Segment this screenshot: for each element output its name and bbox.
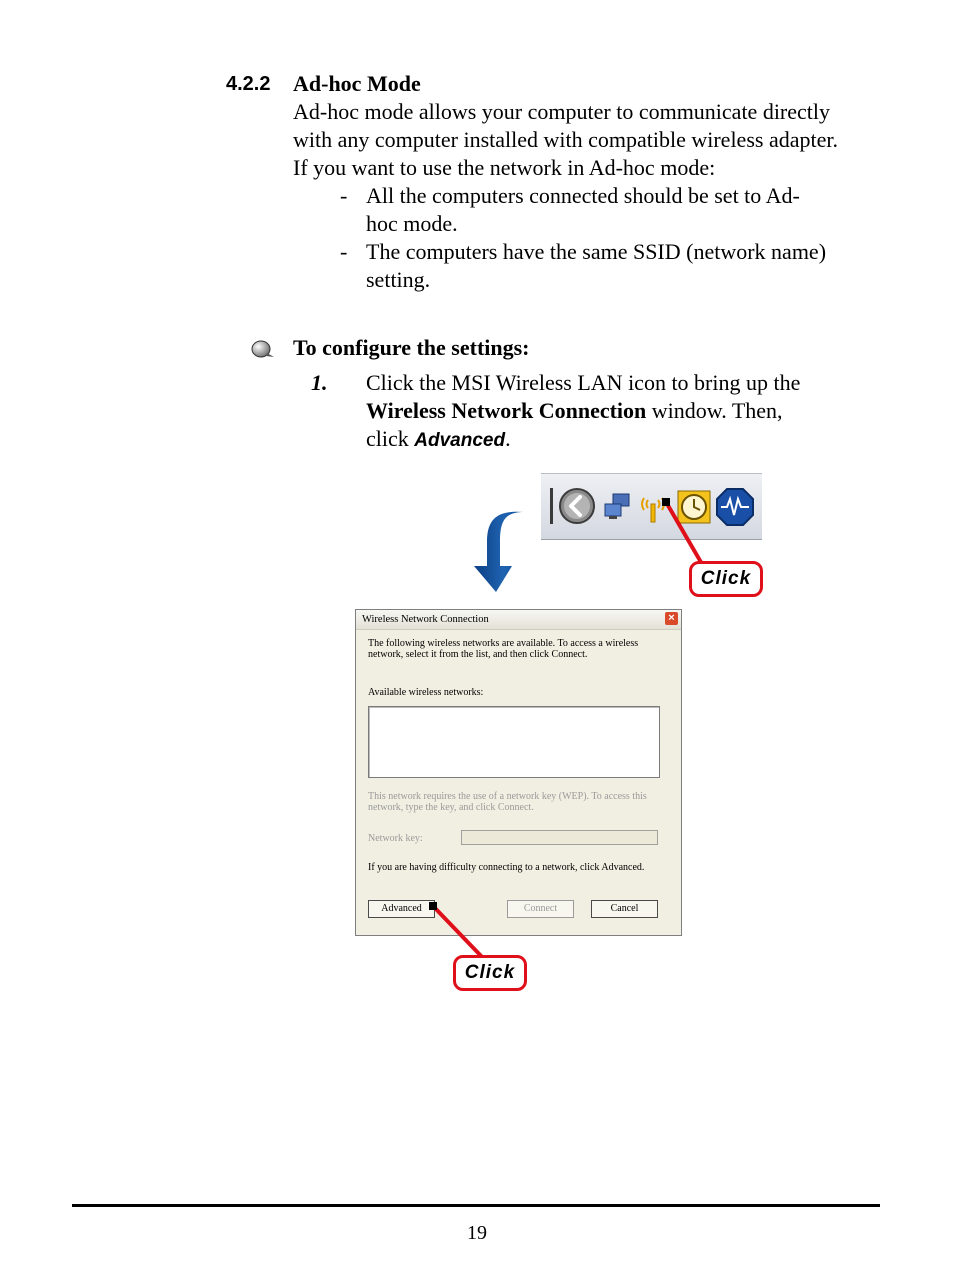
- dialog-title: Wireless Network Connection: [362, 614, 489, 625]
- down-arrow-icon: [468, 508, 528, 596]
- step-number: 1.: [311, 370, 328, 395]
- sound-icon[interactable]: [716, 488, 754, 526]
- available-networks-list[interactable]: [368, 706, 660, 778]
- available-networks-label: Available wireless networks:: [368, 687, 484, 698]
- connect-button[interactable]: Connect: [507, 900, 574, 918]
- info-bullet-icon: [250, 338, 276, 358]
- callout-line: [425, 898, 495, 962]
- bullet-line: setting.: [366, 267, 431, 292]
- dialog-intro-line: network, select it from the list, and then click Connect.: [368, 649, 588, 660]
- dialog-titlebar: [356, 610, 681, 630]
- step-period: .: [505, 426, 511, 451]
- wep-info-line: This network requires the use of a network key (WEP). To access this: [368, 791, 647, 802]
- difficulty-text: If you are having difficulty connecting to a network, click Advanced.: [368, 862, 645, 873]
- bullet-line: The computers have the same SSID (network name): [366, 239, 827, 264]
- bullet-line: hoc mode.: [366, 211, 458, 236]
- callout-line: [660, 498, 710, 570]
- page-number: 19: [467, 1222, 487, 1244]
- paragraph-line: If you want to use the network in Ad-hoc mode:: [293, 155, 716, 180]
- section-title: Ad-hoc Mode: [293, 71, 421, 96]
- paragraph-line: with any computer installed with compatible wireless adapter.: [293, 127, 838, 152]
- wep-info-line: network, type the key, and click Connect.: [368, 802, 534, 813]
- cancel-button[interactable]: Cancel: [591, 900, 658, 918]
- configure-title: To configure the settings:: [293, 335, 530, 360]
- tray-divider: [550, 488, 553, 524]
- step-line: [366, 425, 511, 455]
- step-after-bold: window. Then,: [646, 398, 783, 423]
- tray-back-icon[interactable]: [558, 487, 596, 525]
- step-line: Click the MSI Wireless LAN icon to bring up the: [366, 370, 801, 395]
- advanced-button[interactable]: Advanced: [368, 900, 435, 918]
- step-click: click: [366, 426, 415, 451]
- bullet-dash: -: [340, 239, 348, 264]
- section-number: 4.2.2: [226, 73, 271, 95]
- network-key-label: Network key:: [368, 833, 423, 844]
- system-tray: [541, 473, 762, 540]
- footer-rule: [72, 1204, 880, 1207]
- network-key-input[interactable]: [461, 830, 658, 845]
- dialog-intro-line: The following wireless networks are available. To access a wireless: [368, 638, 639, 649]
- step-line: [366, 397, 783, 425]
- close-icon[interactable]: ×: [665, 612, 678, 625]
- network-icon[interactable]: [603, 492, 633, 522]
- step-advanced: Advanced: [414, 430, 506, 451]
- bullet-line: All the computers connected should be set to Ad-: [366, 183, 800, 208]
- wireless-network-connection-dialog: [355, 609, 682, 936]
- click-callout: Click: [453, 955, 527, 991]
- step-bold-text: Wireless Network Connection: [366, 398, 647, 423]
- bullet-dash: -: [340, 183, 348, 208]
- paragraph-line: Ad-hoc mode allows your computer to communicate directly: [293, 99, 831, 124]
- click-callout: Click: [689, 561, 763, 597]
